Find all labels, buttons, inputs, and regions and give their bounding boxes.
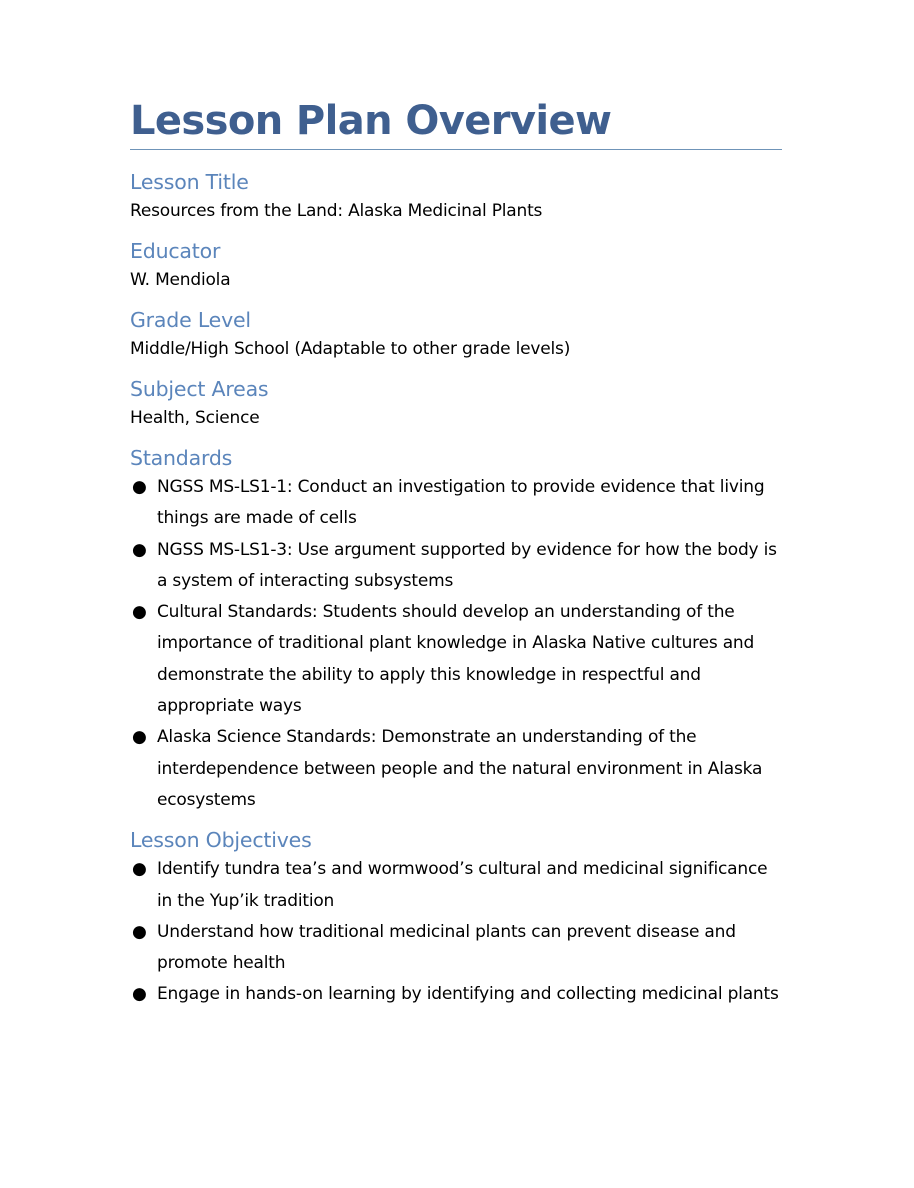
list-item xyxy=(130,722,782,816)
list-item xyxy=(130,472,782,535)
section-grade-level xyxy=(130,306,782,364)
grade-level-value: Middle/High School (Adaptable to other grade levels) xyxy=(130,339,571,359)
bullet-icon: ● xyxy=(132,602,147,623)
educator-value: W. Mendiola xyxy=(130,270,231,290)
section-educator xyxy=(130,237,782,295)
subject-areas-value: Health, Science xyxy=(130,408,260,428)
objectives-list xyxy=(130,854,782,1010)
list-item-text: NGSS MS-LS1-3: Use argument supported by evidence for how the body is a system of interacting subsystems xyxy=(157,539,777,591)
title-divider xyxy=(130,149,782,150)
page-title: Lesson Plan Overview xyxy=(130,98,612,144)
list-item xyxy=(130,917,782,980)
section-heading-educator: Educator xyxy=(130,239,221,263)
bullet-icon: ● xyxy=(132,727,147,748)
section-heading-standards: Standards xyxy=(130,446,233,470)
list-item-text: Cultural Standards: Students should develop an understanding of the importance of traditional plant knowledge in Alaska Native cultures and demonstrate the ability to apply this knowledge in respectful and appropriate ways xyxy=(157,602,755,717)
section-heading-lesson-title: Lesson Title xyxy=(130,170,249,194)
list-item xyxy=(130,979,782,1010)
list-item-text: NGSS MS-LS1-1: Conduct an investigation to provide evidence that living things are made of cells xyxy=(157,477,765,529)
list-item xyxy=(130,535,782,598)
list-item xyxy=(130,597,782,722)
bullet-icon: ● xyxy=(132,984,147,1005)
section-heading-grade-level: Grade Level xyxy=(130,308,251,332)
list-item-text: Understand how traditional medicinal plants can prevent disease and promote health xyxy=(157,921,736,974)
bullet-icon: ● xyxy=(132,539,147,560)
section-heading-subject-areas: Subject Areas xyxy=(130,377,269,401)
section-standards xyxy=(130,444,782,816)
section-subject-areas xyxy=(130,375,782,433)
lesson-title-value: Resources from the Land: Alaska Medicinal Plants xyxy=(130,201,543,221)
bullet-icon: ● xyxy=(132,477,147,497)
standards-list xyxy=(130,472,782,816)
list-item xyxy=(130,854,782,917)
section-lesson-objectives xyxy=(130,826,782,1010)
list-item-text: Alaska Science Standards: Demonstrate an understanding of the interdependence between people and the natural environment in Alaska ecosystems xyxy=(157,727,763,810)
document-page xyxy=(130,93,782,1011)
bullet-icon: ● xyxy=(132,859,147,880)
bullet-icon: ● xyxy=(132,921,147,942)
list-item-text: Engage in hands-on learning by identifying and collecting medicinal plants xyxy=(157,984,779,1005)
section-heading-lesson-objectives: Lesson Objectives xyxy=(130,828,312,853)
section-lesson-title xyxy=(130,168,782,226)
list-item-text: Identify tundra tea’s and wormwood’s cultural and medicinal significance in the Yup’ik tradition xyxy=(157,859,768,911)
